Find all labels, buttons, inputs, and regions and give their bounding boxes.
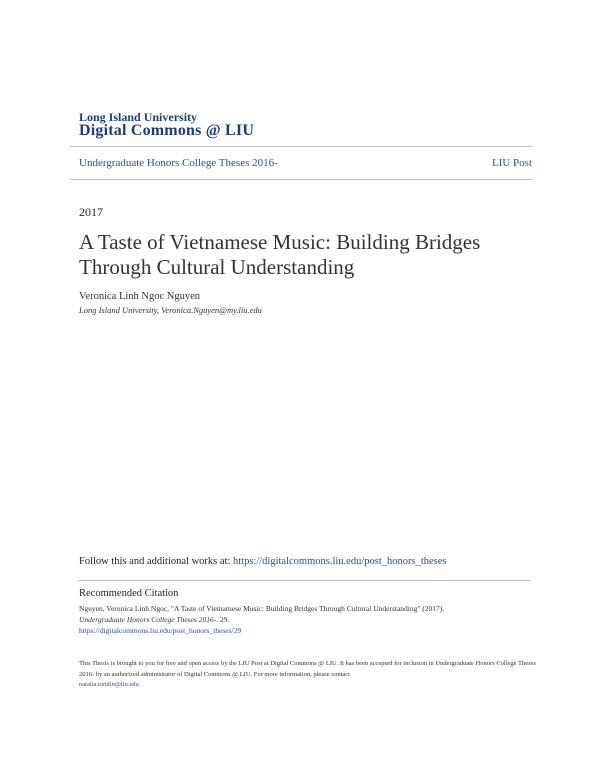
citation-block: [79, 603, 534, 636]
citation-divider: [78, 580, 531, 581]
author-name: Veronica Linh Ngoc Nguyen: [79, 291, 201, 302]
follow-label: Follow this and additional works at:: [79, 556, 233, 567]
author-affiliation: Long Island University, Veronica.Nguyen@my.liu.edu: [79, 305, 262, 315]
citation-url-link[interactable]: https://digitalcommons.liu.edu/post_honors_theses/29: [79, 626, 242, 635]
contact-email-link[interactable]: natalia.tomlin@liu.edu: [79, 681, 139, 688]
campus-link[interactable]: LIU Post: [491, 157, 532, 169]
header-divider-top: [70, 146, 532, 147]
follow-line: [79, 556, 447, 567]
citation-pages: . 29.: [216, 615, 230, 624]
series-link[interactable]: Undergraduate Honors College Theses 2016-: [79, 157, 278, 169]
access-notice-text: This Thesis is brought to you for free and open access by the LIU Post at Digital Commons @ LIU. It has been accepted for inclusion in Undergraduate Honors College Theses 2016- by an authorized administrator of Digital Commons @ LIU. For more information, please contact: [79, 660, 537, 678]
repository-name[interactable]: Digital Commons @ LIU: [79, 122, 255, 139]
follow-url-link[interactable]: https://digitalcommons.liu.edu/post_honors_theses: [233, 556, 447, 567]
citation-series: Undergraduate Honors College Theses 2016-: [79, 615, 217, 624]
article-title: A Taste of Vietnamese Music: Building Bridges Through Cultural Understanding: [79, 230, 481, 279]
access-notice: [79, 659, 539, 691]
publication-year: 2017: [79, 205, 103, 219]
header-divider-bottom: [70, 179, 532, 180]
access-notice-trailing: .: [138, 681, 141, 688]
recommended-citation-heading: Recommended Citation: [79, 588, 179, 599]
institution-name: Long Island University: [79, 110, 198, 124]
citation-text: Nguyen, Veronica Linh Ngoc, "A Taste of Vietnamese Music: Building Bridges Through Cultural Understanding" (2017).: [79, 604, 445, 613]
